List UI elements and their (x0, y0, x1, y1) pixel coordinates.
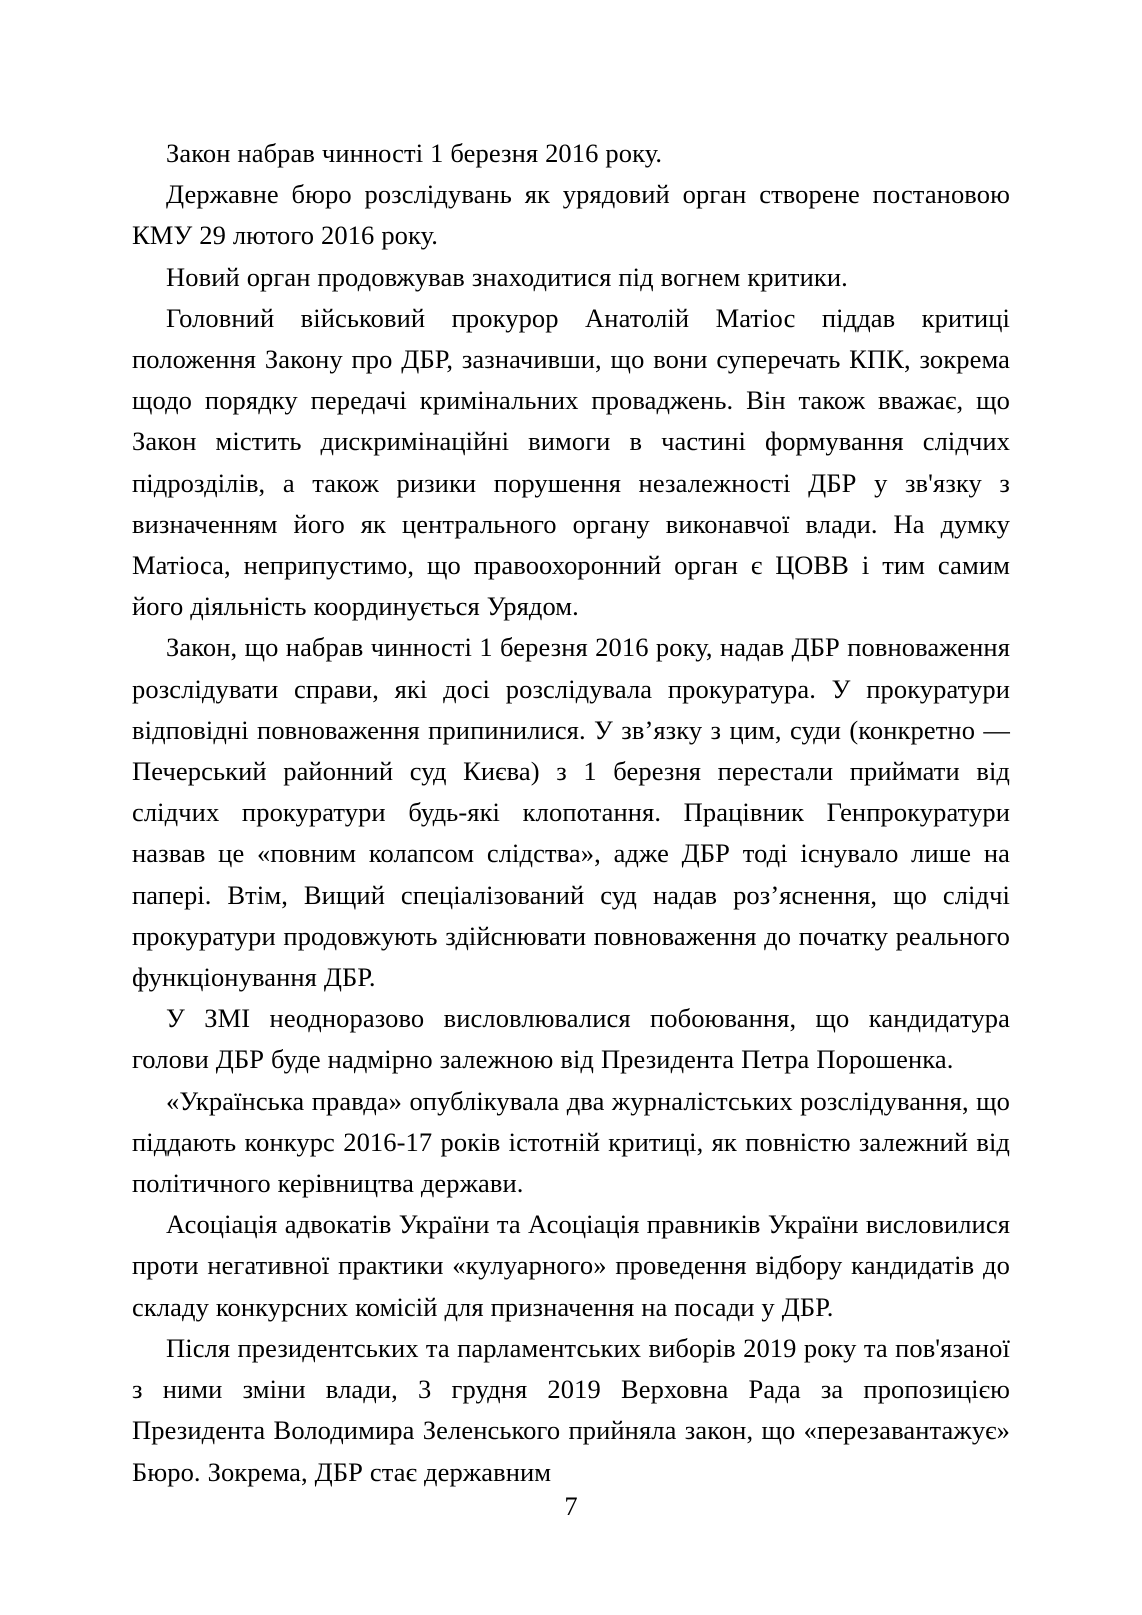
paragraph: Закон набрав чинності 1 березня 2016 року. (166, 138, 663, 168)
paragraph: Головний військовий прокурор Анатолій Матіос піддав критиці положення Закону про ДБР, зазначивши, що вони суперечать КПК, зокрема щодо порядку передачі кримінальних проваджень. Він також вважає, що Закон містить дискримінаційні вимоги в частині формування слідчих підрозділів, а також ризики порушення незалежності ДБР у зв'язку з визначенням його як центрального органу виконавчої влади. На думку Матіоса, неприпустимо, що правоохоронний орган є ЦОВВ і тим самим його діяльність координується Урядом. (132, 302, 1010, 622)
paragraph: Державне бюро розслідувань як урядовий орган створене постановою КМУ 29 лютого 2016 року. (132, 179, 1010, 251)
paragraph: Закон, що набрав чинності 1 березня 2016 року, надав ДБР повноваження розслідувати справи, які досі розслідувала прокуратура. У прокуратури відповідні повноваження припинилися. У зв’язку з цим, суди (конкретно — Печерський районний суд Києва) з 1 березня перестали приймати від слідчих прокуратури будь-які клопотання. Працівник Генпрокуратури назвав це «повним колапсом слідства», адже ДБР тоді існувало лише на папері. Втім, Вищий спеціалізований суд надав роз’яснення, що слідчі прокуратури продовжують здійснювати повноваження до початку реального функціонування ДБР. (132, 632, 1010, 993)
paragraph: У ЗМІ неодноразово висловлювалися побоювання, що кандидатура голови ДБР буде надмірно залежною від Президента Петра Порошенка. (132, 1003, 1010, 1075)
page-number: 7 (564, 1491, 578, 1521)
body-text-column (132, 133, 1010, 1493)
paragraph: Новий орган продовжував знаходитися під вогнем критики. (166, 261, 848, 292)
paragraph: Асоціація адвокатів України та Асоціація правників України висловилися проти негативної практики «кулуарного» проведення відбору кандидатів до складу конкурсних комісій для призначення на посади у ДБР. (132, 1209, 1010, 1322)
paragraph: Після президентських та парламентських виборів 2019 року та пов'язаної з ними зміни влади, 3 грудня 2019 Верховна Рада за пропозицією Президента Володимира Зеленського прийняла закон, що «перезавантажує» Бюро. Зокрема, ДБР стає державним (132, 1332, 1010, 1487)
paragraph: «Українська правда» опублікувала два журналістських розслідування, що піддають конкурс 2016-17 років істотній критиці, як повністю залежний від політичного керівництва держави. (132, 1085, 1010, 1199)
